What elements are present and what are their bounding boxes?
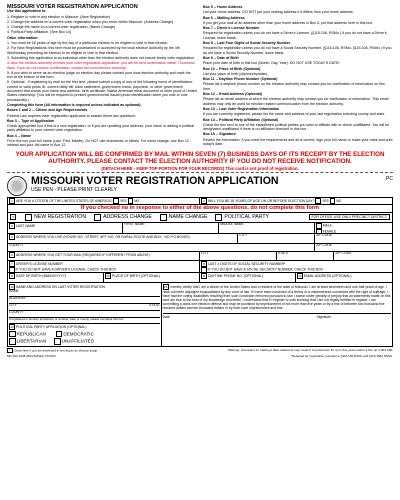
box4-heading: Box 4 -- Name bbox=[7, 133, 31, 138]
election-judge-checkbox[interactable] bbox=[7, 348, 13, 354]
citizen-yes-checkbox[interactable] bbox=[113, 198, 119, 203]
box3-text: Check appropriate box if this is a new registration, or if you are updating your address, your name or adding a political party affiliation to your current voter registration. bbox=[7, 124, 194, 133]
other-heading: Other information: bbox=[7, 35, 39, 40]
form-codes bbox=[7, 354, 393, 358]
box11-heading: Box 11 -- Daytime Phone Number (Optional) bbox=[203, 77, 278, 82]
ssn-field[interactable]: 8 LAST 4 DIGITS OF SOCIAL SECURITY NUMBER* IF YOU DO NOT HAVE A SOCIAL SECURITY NUMBER, CHECK THIS BOX bbox=[200, 261, 392, 272]
box13-heading: Box 13 -- Last Voter Registration Information bbox=[203, 106, 280, 111]
application-form bbox=[7, 197, 393, 347]
republican-checkbox[interactable] bbox=[9, 331, 16, 338]
home-address-row bbox=[8, 234, 392, 244]
last-reg-city-state-field[interactable]: CITY STATE bbox=[9, 304, 160, 311]
date-field[interactable]: Date bbox=[162, 315, 170, 320]
instructions-title: MISSOURI VOTER REGISTRATION APPLICATION bbox=[7, 4, 138, 10]
sex-field: MALE FEMALE bbox=[315, 223, 392, 233]
voter-registration-page bbox=[7, 5, 393, 358]
box13-text: If you are currently registered, please list the name and address of your last registration including county and state. bbox=[203, 112, 386, 117]
box15-heading: Box 15 -- Signature bbox=[203, 132, 236, 137]
mailing-address-row bbox=[8, 252, 392, 261]
box10-heading: Box 10 -- Place of Birth (Optional) bbox=[203, 66, 261, 71]
box7-heading: Box 7 -- Driver's License Number bbox=[203, 26, 260, 31]
box9-heading: Box 9 -- Date of Birth bbox=[203, 55, 239, 60]
form-footer: Check here if you are interested in serving as an election judge. Warning: Conviction for making a false statement may result in imprisonment for up to five years and/or a fine up to $10,000. bbox=[7, 348, 393, 354]
use-item: 2. Change the address on a current voter registration when you move within Missouri. (Address Change) bbox=[7, 19, 174, 24]
citizen-no-checkbox[interactable] bbox=[128, 198, 134, 203]
political-party-checkbox[interactable] bbox=[215, 214, 222, 221]
last-reg-county-field[interactable]: COUNTY bbox=[9, 311, 160, 318]
form-subtitle: USE PEN - PLEASE PRINT CLEARLY bbox=[31, 186, 117, 193]
mailing-city-field[interactable]: CITY bbox=[200, 252, 277, 260]
box6-text: If you get your mail at an address other than your home address in Box 5, put that address here in this box. bbox=[203, 20, 374, 25]
last-registration-oath-row bbox=[8, 283, 392, 346]
complete-heading: Completing this form (All information is required unless indicated as optional): bbox=[7, 102, 142, 107]
home-city-field[interactable]: CITY bbox=[238, 234, 315, 243]
party-box: 14 POLITICAL PARTY AFFILIATION (OPTIONAL) REPUBLICAN DEMOCRATIC LIBERTARIAN UNAFFILIATED bbox=[9, 323, 160, 345]
license-ssn-row bbox=[8, 261, 392, 273]
home-zip-field[interactable]: ZIP CODE bbox=[316, 233, 333, 238]
box4-text: Fill in the box your full name (Last, First, Middle). Do NOT use nicknames or initials. For name change, use Box 12 instead and your old name in Box 12. bbox=[7, 139, 189, 148]
box10-text: List your place of birth (city/county/state). bbox=[203, 71, 269, 76]
age-yes-checkbox[interactable] bbox=[315, 198, 321, 203]
citizen-question: 1 ARE YOU A CITIZEN OF THE UNITED STATES OF AMERICA? YES NO bbox=[8, 198, 200, 204]
detach-line bbox=[7, 172, 393, 173]
no-license-checkbox[interactable] bbox=[9, 267, 15, 272]
last-reg-note: If registered in another jurisdiction or another state or county, please complete this box bbox=[9, 316, 124, 321]
phone-field[interactable]: 11 DAYTIME PHONE NO. (OPTIONAL) bbox=[200, 273, 296, 282]
box12-text: Please list an email address at which the election authority may contact you for clarification of information. This email address may only be used for election related communication from the election authority. bbox=[203, 97, 389, 106]
pc-label: PC bbox=[386, 175, 393, 182]
name-row bbox=[8, 223, 392, 234]
last-registration-box: 13 NAME AND ADDRESS ON LAST VOTER REGISTRATION NAME ADDRESS CITY STATE COUNTY If registered in another jurisdiction or another state or county, please complete this box 14 POLITICAL PARTY AFFILIATION (OPTIONAL) REPUBLICAN DEMOCRATIC LIBERTARIAN UNAFFILIATED bbox=[8, 283, 162, 346]
other-item: 3. Submitting this application to an individual other than the election authority does not ensure timely voter registration. bbox=[7, 55, 195, 60]
home-address-field[interactable]: 5 ADDRESS WHERE YOU LIVE (HOUSE NO., STREET, APT. NO. OR RURAL ROUTE AND BOX - NO P.O.BOXES) bbox=[8, 234, 238, 243]
form-code: MO 001-2948 (REV.6/2012) 07/2013 bbox=[7, 354, 56, 359]
use-item: 1. Register to vote in any election in Missouri. (New Registration) bbox=[7, 14, 111, 19]
age-no-checkbox[interactable] bbox=[330, 198, 336, 203]
form-title: MISSOURI VOTER REGISTRATION APPLICATION bbox=[31, 174, 279, 187]
box9-text: Place your date of birth in this box (Month, Day, Year). DO NOT USE TODAY'S DATE! bbox=[203, 61, 340, 66]
unaffiliated-checkbox[interactable] bbox=[54, 338, 61, 345]
signature-field[interactable]: Signature bbox=[316, 315, 331, 320]
missouri-seal-icon bbox=[7, 176, 27, 196]
box7-text: Required for registration unless you do not have a Driver's License. (§115.108, RSMo.) If you do not have a Driver's License, leave blank. bbox=[203, 31, 387, 40]
other-item: 5. If you wish to serve as an election judge on election day please contact your local election authority and mark the box at the bottom of this form. bbox=[7, 70, 191, 80]
box14-text: Check the box next to one of the established political parties you wish to affiliate with or check unaffiliated. You will be designated unaffiliated if there is no affiliation checked in this box. bbox=[203, 122, 390, 132]
birth-phone-row bbox=[8, 273, 392, 283]
no-ssn-checkbox[interactable] bbox=[201, 267, 207, 272]
use-item: 4. Political Party Affiliation. (See Box 14) bbox=[7, 30, 72, 35]
box6-heading: Box 6 -- Mailing Address bbox=[203, 15, 245, 20]
other-item: 2. For New Registrations, this form must be postmarked or accepted by the local election authority by the 4th Wednesday preceding an election to be eligible to vote in that election. bbox=[7, 46, 180, 55]
date-of-birth-field[interactable]: 9 DATE OF BIRTH (MM/DD/YYYY) bbox=[8, 273, 104, 282]
box5-heading: Box 5 -- Home Address bbox=[203, 5, 243, 9]
form-header bbox=[7, 176, 393, 196]
last-reg-address-field[interactable]: ADDRESS bbox=[9, 297, 160, 304]
box8-text: Required for registration unless you do not have a Social Security Number. (§115.108, RSMo. §115.108, RSMo.) If you do not have a Social Security Number, leave blank. bbox=[203, 46, 392, 55]
other-item: 1. You must be 18 years of age by the day of a particular election to be eligible to vote in that election. bbox=[7, 41, 169, 46]
box12-heading: Box 12 -- Email Address (Optional) bbox=[203, 92, 262, 97]
democratic-checkbox[interactable] bbox=[56, 331, 63, 338]
libertarian-checkbox[interactable] bbox=[9, 338, 16, 345]
boxes-1-2-heading: Boxes 1 and 2 -- Citizen and Age Requirements bbox=[7, 108, 88, 113]
instructions-right bbox=[203, 5, 393, 149]
office-use-box: FOR OFFICE USE ONLY PRECINCT DISTRICT bbox=[309, 214, 390, 220]
mailing-zip-field[interactable]: ZIP CODE bbox=[335, 251, 352, 256]
citizen-age-row bbox=[8, 198, 392, 205]
box3-heading: Box 3 -- Type of Application bbox=[7, 118, 55, 123]
county-field[interactable]: COUNTY bbox=[8, 244, 315, 251]
other-item: 6. Optional - If registering by mail for the first time, please submit a copy of one of the following forms of identification: current or valid photo ID, current utility bill, bank statement, government check, paycheck, or other government document that shows your name and address, birth certificate, Native American tribal document or other proof of United States citizenship. (You will be required to present governmental issued photo identification when you vote or vote provisionally.) bbox=[7, 80, 197, 102]
age-question: 2 WILL YOU BE 18 YEARS OF AGE ON OR BEFORE ELECTION DAY? YES NO bbox=[200, 198, 392, 204]
mailing-address-field[interactable]: 6 ADDRESS WHERE YOU GET YOUR MAIL (REQUIRED IF DIFFERENT FROM ABOVE) bbox=[8, 252, 200, 260]
name-change-checkbox[interactable] bbox=[160, 214, 167, 221]
box15-text: Review the information. If you meet the requirements and all is correct, sign your full name or make your mark and print today's date. bbox=[203, 137, 393, 147]
use-item: 3. Change the name on a current voter registration. (Name Change) bbox=[7, 25, 116, 30]
female-checkbox[interactable] bbox=[316, 229, 322, 233]
county-row bbox=[8, 244, 392, 252]
email-field[interactable]: 12 EMAIL ADDRESS (OPTIONAL) bbox=[298, 274, 352, 279]
do-not-complete-warning: If you checked no in response to either of the above questions, do not complete this form bbox=[8, 205, 392, 213]
oath-text: I hereby certify that I am a citizen of the United States and a resident of the state of Missouri. I am at least seventeen and one-half years of age. I have not been adjudged incapacitated by any court of law. If I have been convicted of a felony or a misdemeanor connected with the right of suffrage, I have had the voting disabilities resulting from such conviction removed pursuant to law. I swear under penalty of perjury that all statements made on this card are true to the best of my knowledge and belief. I understand that if I register to vote knowing that I am not legally entitled to register, I am committing a class one election offense and may be punished by imprisonment of not more than five years or by a fine of between two thousand five hundred dollars and ten thousand dollars or by both such imprisonment and fine. bbox=[162, 284, 391, 310]
last-name-field[interactable]: 4 LAST NAME bbox=[8, 223, 123, 233]
last-reg-name-field[interactable]: NAME bbox=[9, 290, 160, 297]
address-change-checkbox[interactable] bbox=[94, 214, 101, 221]
first-name-field[interactable]: FIRST NAME bbox=[123, 223, 219, 233]
instructions-left bbox=[7, 5, 197, 149]
middle-name-field[interactable]: MIDDLE NAME bbox=[219, 223, 315, 233]
required-note: *Required for registration pursuant to §115.155 RSMo and §115.1581 RSMo. bbox=[290, 354, 393, 359]
use-heading: Use this application to: bbox=[7, 9, 47, 14]
box5-text: List your home address. DO NOT put your mailing address if it differs from your home address. bbox=[203, 10, 354, 15]
oath-box: 15 I hereby certify that I am a citizen of the United States and a resident of the state of Missouri. I am at least seventeen and one-half years of age. I have not been adjudged incapacitated by any court of law. If I have been convicted of a felony or a misdemeanor connected with the right of suffrage, I have had the voting disabilities resulting from such conviction removed pursuant to law. I swear under penalty of perjury that all statements made on this card are true to the best of my knowledge and belief. I understand that if I register to vote knowing that I am not legally entitled to register, I am committing a class one election offense and may be punished by imprisonment of not more than five years or by a fine of between two thousand five hundred dollars and ten thousand dollars or by both such imprisonment and fine. Date Signature bbox=[162, 284, 391, 320]
other-item-highlight: 4. Also the election authority reviews your voter registration application, you will be sent confirmation within 7 business days. If you do not receive confirmation, contact the local election authority. bbox=[7, 61, 195, 70]
box8-heading: Box 8 -- Last Four Digits of Social Security Number bbox=[203, 41, 291, 46]
mailing-state-field[interactable]: STATE bbox=[277, 252, 335, 260]
warning-text: Warning: Conviction for making a false statement may result in imprisonment for up to five years and/or a fine up to $10,000. bbox=[228, 347, 393, 352]
confirmation-notice: YOUR APPLICATION WILL BE CONFIRMED BY MAIL WITHIN SEVEN (7) BUSINESS DAYS OF ITS RECEIPT BY THE ELECTION AUTHORITY. PLEASE CONTACT THE ELECTION AUTHORITY IF YOU DO NOT RECEIVE NOTIFICATION. bbox=[15, 150, 385, 165]
drivers-license-field[interactable]: 7 DRIVER'S LICENSE NUMBER IF YOU DO NOT HAVE A DRIVER'S LICENSE, CHECK THIS BOX bbox=[8, 261, 200, 272]
box14-heading: Box 14 -- Political Party Affiliation (Optional) bbox=[203, 117, 279, 122]
detach-notice: (DETACH HERE - KEEP TOP PORTION FOR YOUR RECORDS) This card is not proof of registration. bbox=[101, 165, 299, 171]
application-type-row: 3 NEW REGISTRATION ADDRESS CHANGE NAME CHANGE POLITICAL PARTY FOR OFFICE USE ONLY PRECINCT DISTRICT bbox=[8, 213, 392, 223]
boxes-1-2-text: Federal Law requires voter registration applicants to answer these two questions. bbox=[7, 113, 137, 118]
zip-code-field[interactable]: ZIP CODE bbox=[316, 243, 333, 248]
place-of-birth-field[interactable]: 10 PLACE OF BIRTH (OPTIONAL) bbox=[104, 273, 200, 282]
new-registration-checkbox[interactable] bbox=[25, 214, 32, 221]
box11-text: Please list a daytime phone number so the election authority may contact you for clarification of information on this form. bbox=[203, 82, 385, 91]
